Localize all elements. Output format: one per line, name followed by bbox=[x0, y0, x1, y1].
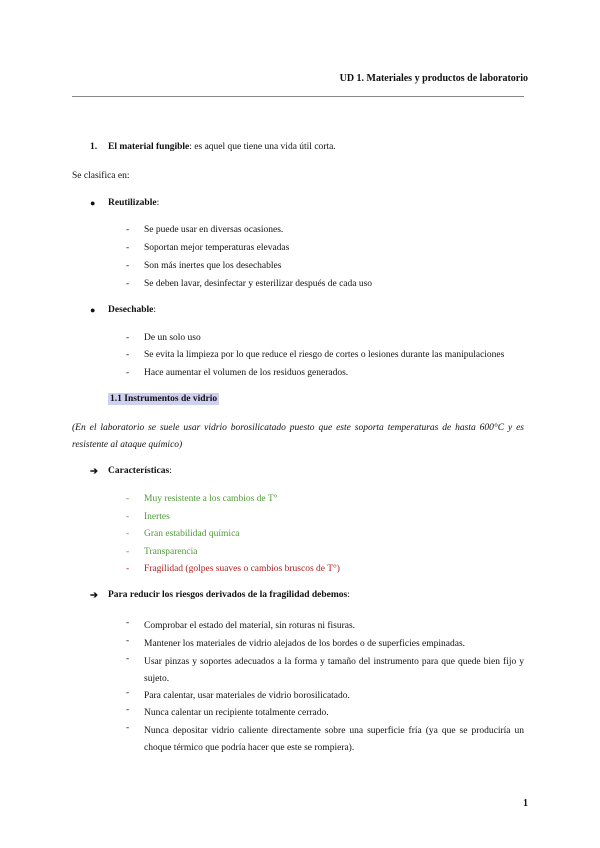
dash-marker: - bbox=[126, 512, 130, 522]
dash-marker: - bbox=[126, 261, 130, 271]
desechable-title: Desechable bbox=[108, 305, 154, 315]
caracteristicas-heading bbox=[108, 466, 172, 476]
list-item: Se puede usar en diversas ocasiones. bbox=[144, 225, 284, 235]
dash-marker: - bbox=[126, 618, 130, 628]
desechable-colon: : bbox=[153, 305, 157, 315]
list-item: Comprobar el estado del material, sin roturas ni fisuras. bbox=[144, 621, 356, 631]
riesgos-heading bbox=[108, 590, 350, 600]
dash-marker: - bbox=[126, 529, 130, 539]
list-item: Se evita la limpieza por lo que reduce el riesgo de cortes o lesiones durante las manipulaciones bbox=[144, 350, 505, 360]
list-item: Son más inertes que los desechables bbox=[144, 261, 282, 271]
dash-marker: - bbox=[126, 333, 130, 343]
dash-marker: - bbox=[126, 654, 130, 664]
list-item: Para calentar, usar materiales de vidrio borosilicatado. bbox=[144, 691, 350, 701]
list-item: Usar pinzas y soportes adecuados a la forma y tamaño del instrumento para que quede bien fijo y sujeto. bbox=[144, 657, 524, 684]
dash-marker: - bbox=[126, 279, 130, 289]
section-definition-text: : es aquel que tiene una vida útil corta. bbox=[189, 142, 336, 152]
reutilizable-colon: : bbox=[156, 198, 160, 208]
dash-marker: - bbox=[126, 547, 130, 557]
arrow-right-icon: ➔ bbox=[90, 467, 98, 477]
dash-marker: - bbox=[126, 688, 130, 698]
dash-marker: - bbox=[126, 368, 130, 378]
page-number: 1 bbox=[523, 798, 528, 809]
dash-marker: - bbox=[126, 350, 130, 360]
dash-marker: - bbox=[126, 723, 130, 733]
list-item: Se deben lavar, desinfectar y esterilizar después de cada uso bbox=[144, 279, 373, 289]
subsection-title: 1.1 Instrumentos de vidrio bbox=[110, 394, 218, 404]
reutilizable-heading bbox=[108, 198, 159, 208]
list-item: Transparencia bbox=[144, 547, 198, 557]
dash-marker: - bbox=[126, 564, 130, 574]
section-number: 1. bbox=[90, 142, 98, 152]
list-item: Nunca calentar un recipiente totalmente cerrado. bbox=[144, 708, 329, 718]
desechable-heading bbox=[108, 305, 156, 315]
bullet-icon: ● bbox=[90, 305, 96, 315]
list-item: De un solo uso bbox=[144, 333, 201, 343]
fragility-item: Fragilidad (golpes suaves o cambios bruscos de T°) bbox=[144, 564, 340, 574]
list-item: Muy resistente a los cambios de T° bbox=[144, 494, 278, 504]
intro-paragraph: (En el laboratorio se suele usar vidrio borosilicatado puesto que este soporta temperaturas de hasta 600°C y es resistente al ataque químico) bbox=[72, 423, 524, 450]
list-item: Gran estabilidad química bbox=[144, 529, 240, 539]
list-item: Mantener los materiales de vidrio alejados de los bordes o de superficies empinadas. bbox=[144, 639, 466, 649]
section-term: El material fungible bbox=[108, 142, 190, 152]
list-item: Inertes bbox=[144, 512, 170, 522]
arrow-right-icon: ➔ bbox=[90, 591, 98, 601]
dash-marker: - bbox=[126, 636, 130, 646]
list-item: Soportan mejor temperaturas elevadas bbox=[144, 243, 290, 253]
bullet-icon: ● bbox=[90, 198, 96, 208]
header-divider bbox=[72, 96, 524, 97]
caracteristicas-title: Características bbox=[108, 466, 170, 476]
dash-marker: - bbox=[126, 225, 130, 235]
reutilizable-title: Reutilizable bbox=[108, 198, 157, 208]
section-definition bbox=[108, 142, 336, 152]
riesgos-colon: : bbox=[347, 590, 350, 600]
list-item: Hace aumentar el volumen de los residuos generados. bbox=[144, 368, 349, 378]
riesgos-title: Para reducir los riesgos derivados de la fragilidad debemos bbox=[108, 590, 348, 600]
caracteristicas-colon: : bbox=[169, 466, 172, 476]
dash-marker: - bbox=[126, 705, 130, 715]
dash-marker: - bbox=[126, 494, 130, 504]
list-item: Nunca depositar vidrio caliente directamente sobre una superficie fría (ya que se produciría un choque térmico que podría hacer que este se rompiera). bbox=[144, 726, 524, 753]
dash-marker: - bbox=[126, 243, 130, 253]
classify-text: Se clasifica en: bbox=[72, 171, 130, 181]
header-title: UD 1. Materiales y productos de laboratorio bbox=[339, 73, 528, 84]
